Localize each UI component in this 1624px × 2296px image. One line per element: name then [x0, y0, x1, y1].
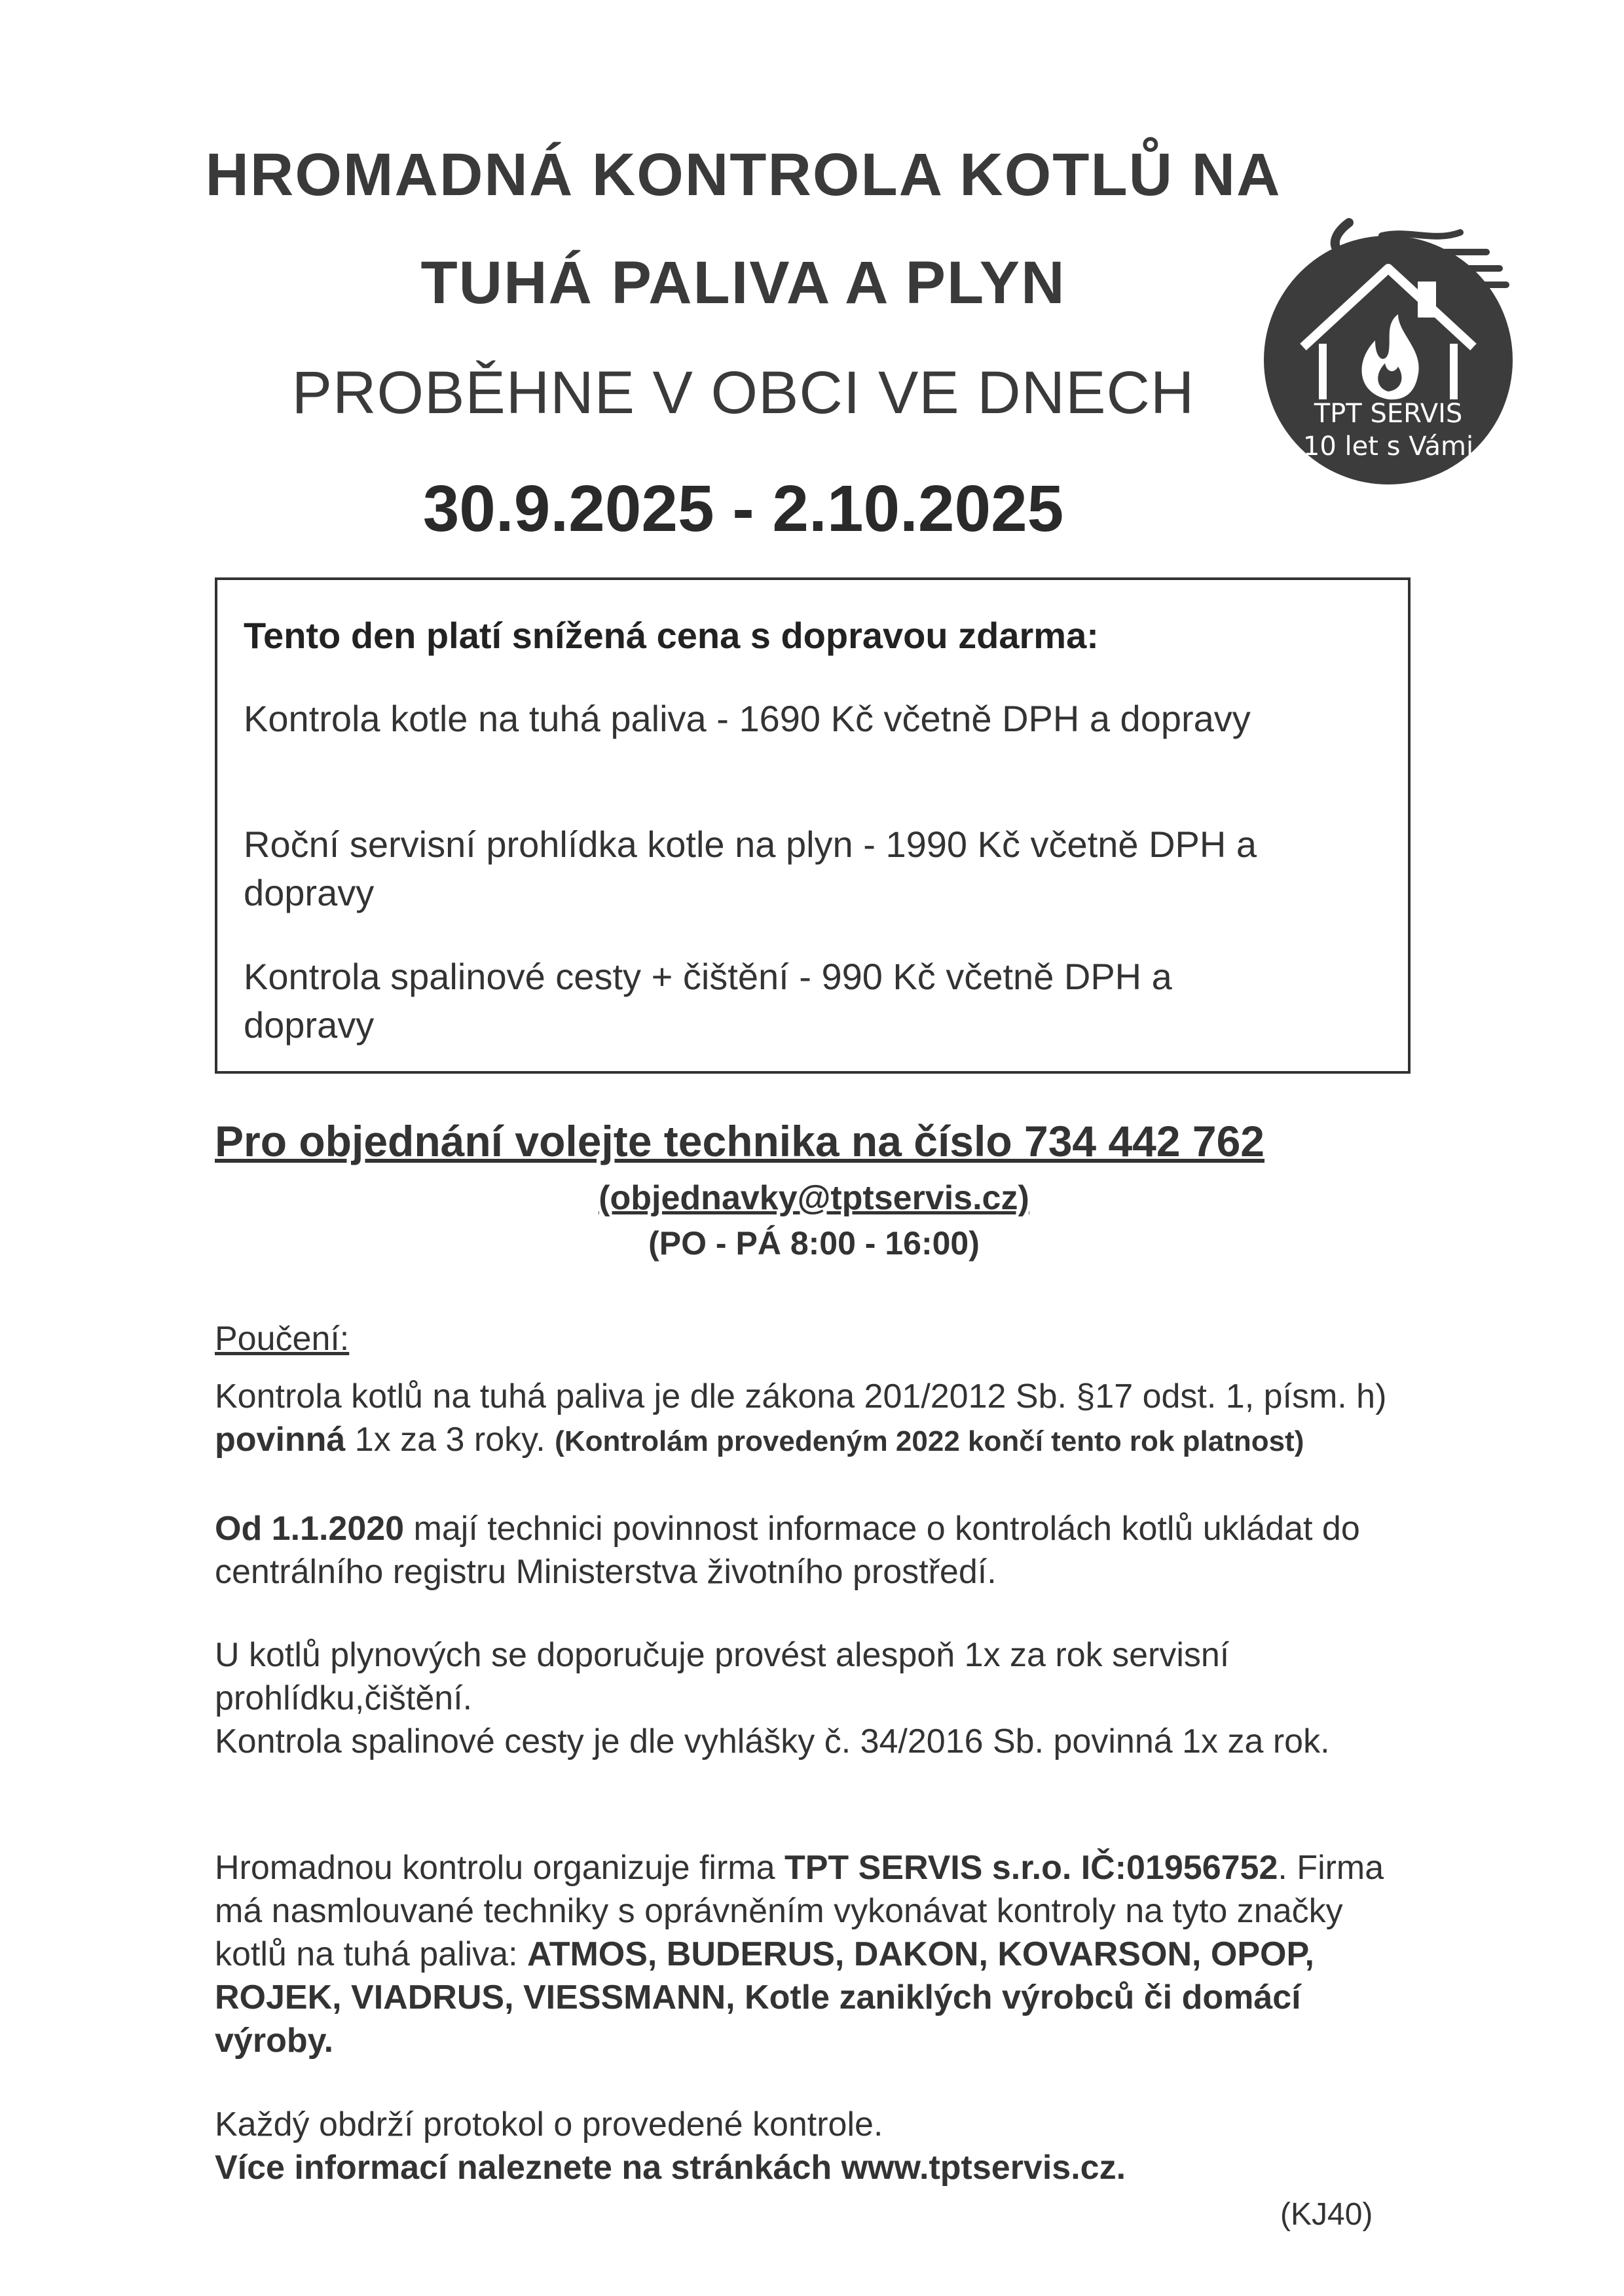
- price-item-gas: Roční servisní prohlídka kotle na plyn - 1990 Kč včetně DPH a dopravy: [244, 824, 1257, 913]
- notice-paragraph-1: [215, 1375, 1413, 1463]
- notice-paragraph-7: Více informací naleznete na stránkách www.tptservis.cz.: [215, 2149, 1126, 2187]
- logo-name: TPT SERVIS: [1314, 399, 1463, 429]
- notice-paragraph-3: U kotlů plynových se doporučuje provést alespoň 1x za rok servisní prohlídku,čištění.: [215, 1636, 1230, 1717]
- p5-company: TPT SERVIS s.r.o. IČ:01956752: [784, 1849, 1278, 1887]
- title-line-3: PROBĚHNE V OBCI VE DNECH: [291, 359, 1195, 426]
- p5-brands: ATMOS, BUDERUS, DAKON, KOVARSON, OPOP, ROJEK, VIADRUS, VIESSMANN, Kotle zaniklých výrobců či domácí výroby.: [215, 1935, 1314, 2060]
- p2-date: Od 1.1.2020: [215, 1510, 405, 1548]
- price-item-flue: Kontrola spalinové cesty + čištění - 990 Kč včetně DPH a dopravy: [244, 956, 1172, 1046]
- notice-paragraph-2: [215, 1507, 1413, 1594]
- title-line-2: TUHÁ PALIVA A PLYN: [420, 249, 1066, 316]
- p1-mandatory: povinná: [215, 1421, 346, 1459]
- p2-text: mají technici povinnost informace o kontrolách kotlů ukládat do centrálního registru Ministerstva životního prostředí.: [215, 1510, 1360, 1591]
- p5-text-c: . Firma má nasmlouvané techniky s oprávněním vykonávat kontroly na tyto značky kotlů na tuhá paliva:: [215, 1849, 1384, 1973]
- notice-heading: Poučení:: [215, 1320, 350, 1358]
- p1-text-a: Kontrola kotlů na tuhá paliva je dle zákona 201/2012 Sb. §17 odst. 1, písm. h): [215, 1377, 1387, 1415]
- title-line-1: HROMADNÁ KONTROLA KOTLŮ NA: [205, 141, 1282, 208]
- price-box-heading: Tento den platí snížená cena s dopravou zdarma:: [244, 615, 1099, 656]
- price-box: [215, 577, 1411, 1074]
- document-code: (KJ40): [1280, 2197, 1373, 2232]
- p5-text-a: Hromadnou kontrolu organizuje firma: [215, 1849, 784, 1887]
- tpt-servis-logo: [1251, 183, 1532, 491]
- price-item-solid-fuel: Kontrola kotle na tuhá paliva - 1690 Kč včetně DPH a dopravy: [244, 698, 1251, 739]
- order-email-link[interactable]: (objednavky@tptservis.cz): [599, 1179, 1029, 1217]
- notice-paragraph-5: [215, 1846, 1413, 2062]
- order-phone-line[interactable]: Pro objednání volejte technika na číslo 734 442 762: [215, 1117, 1265, 1165]
- date-range: 30.9.2025 - 2.10.2025: [422, 472, 1064, 545]
- svg-text:✦: ✦: [1313, 286, 1327, 306]
- svg-text:✦: ✦: [1333, 271, 1343, 285]
- notice-paragraph-4: Kontrola spalinové cesty je dle vyhlášky č. 34/2016 Sb. povinná 1x za rok.: [215, 1722, 1330, 1760]
- p1-text-c: 1x za 3 roky.: [345, 1421, 555, 1459]
- notice-paragraph-6: Každý obdrží protokol o provedené kontrole.: [215, 2105, 883, 2143]
- office-hours: (PO - PÁ 8:00 - 16:00): [648, 1225, 980, 1262]
- p1-validity-note: (Kontrolám provedeným 2022 končí tento rok platnost): [555, 1425, 1304, 1457]
- logo-tagline: 10 let s Vámi: [1302, 431, 1474, 462]
